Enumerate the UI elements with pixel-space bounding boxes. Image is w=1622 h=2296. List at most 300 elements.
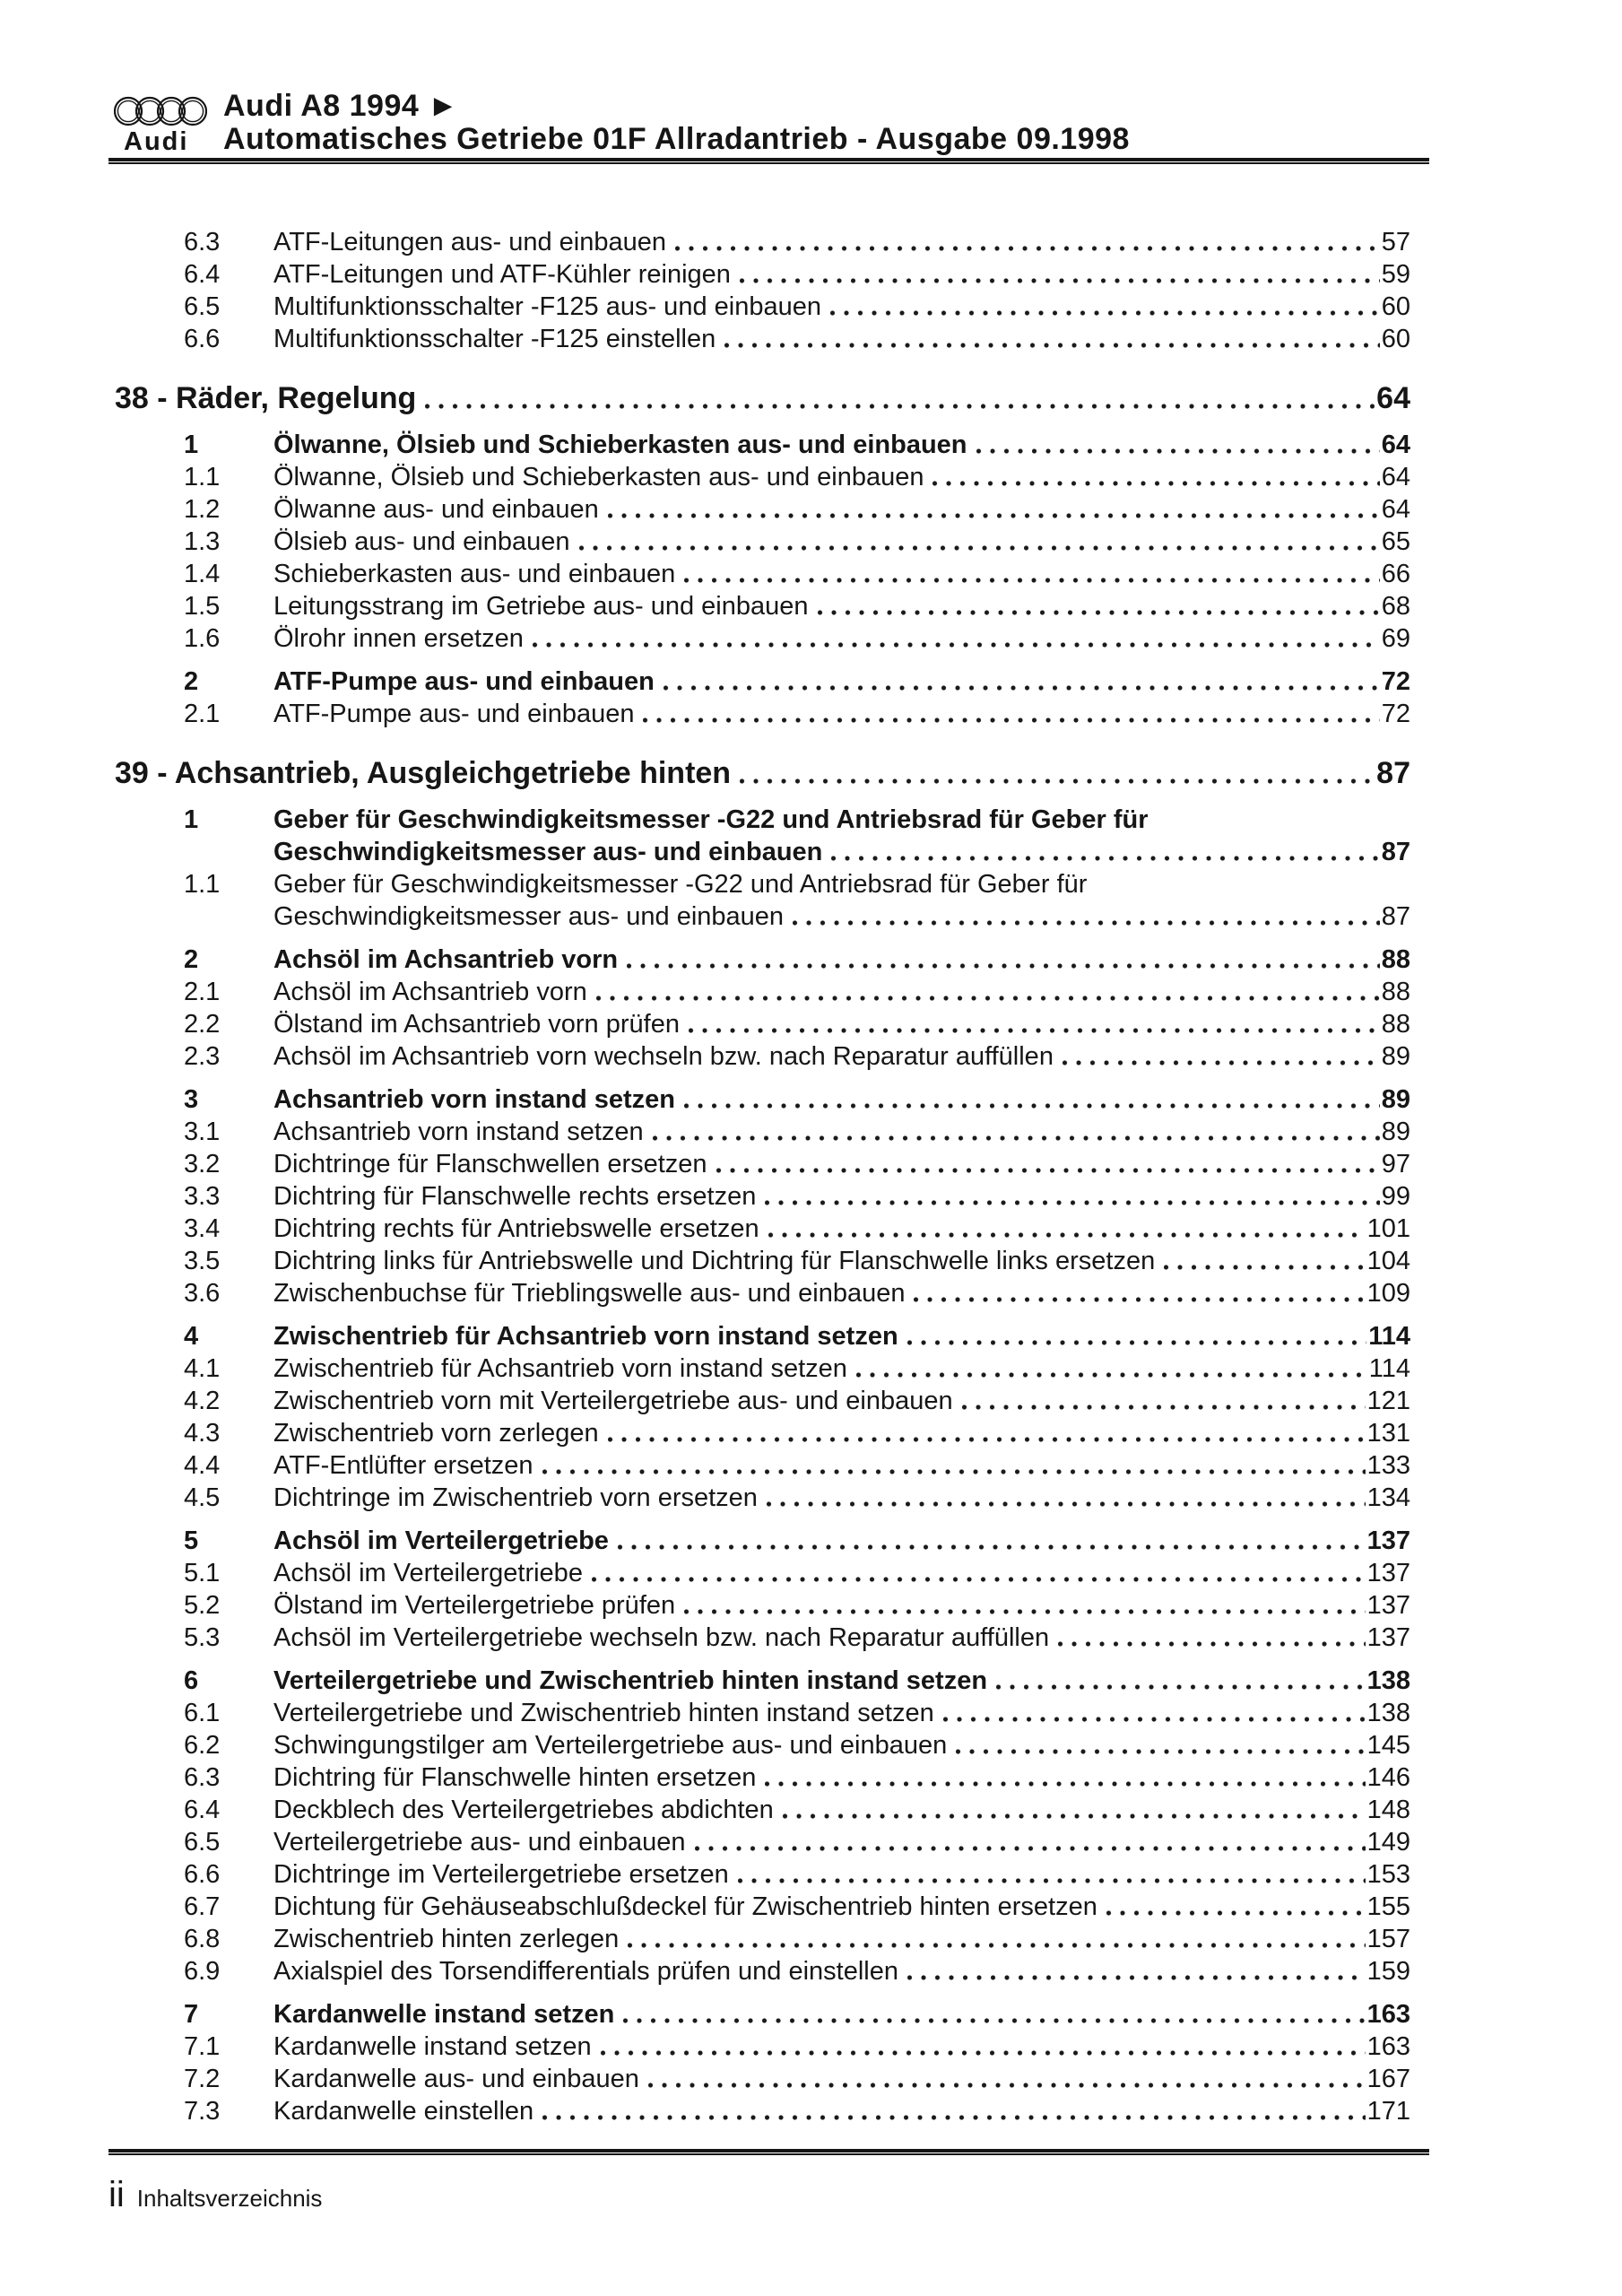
toc-entry-title: Geschwindigkeitsmesser aus- und einbauen: [273, 902, 785, 931]
toc-entry-number: 7.3: [184, 2097, 221, 2126]
toc-entry-number: 7: [184, 2000, 199, 2029]
toc-entry-lastline: [273, 1417, 1410, 1449]
toc-entry-title: Verteilergetriebe und Zwischentrieb hinten instand setzen: [273, 1699, 934, 1727]
toc-entry-page: 159: [1366, 1957, 1410, 1986]
toc-entry-title: Ölwanne aus- und einbauen: [273, 495, 599, 524]
toc-entry-title: Geschwindigkeitsmesser aus- und einbauen: [273, 838, 823, 866]
toc-entry-content: [273, 1008, 1410, 1040]
toc-entry-title: Ölrohr innen ersetzen: [273, 624, 524, 653]
toc-entry-lastline: [273, 1148, 1410, 1180]
toc-entry-content: [273, 323, 1410, 355]
toc-entry: [108, 665, 1410, 698]
toc-entry: [108, 429, 1410, 461]
dot-leader: [684, 1101, 1380, 1110]
dot-leader: [956, 1747, 1365, 1756]
dot-leader: [738, 1876, 1366, 1885]
dot-leader: [627, 961, 1380, 970]
toc-entry-title: Ölwanne, Ölsieb und Schieberkasten aus- und einbauen: [273, 463, 924, 491]
toc-entry-page: 59: [1381, 260, 1410, 289]
dot-leader: [740, 276, 1380, 285]
dot-leader: [765, 1198, 1379, 1207]
dot-leader: [643, 716, 1379, 725]
toc-entry-page: 88: [1381, 945, 1410, 974]
toc-entry-title: Dichtringe im Verteilergetriebe ersetzen: [273, 1860, 729, 1889]
toc-entry-title: ATF-Entlüfter ersetzen: [273, 1451, 533, 1480]
toc-entry: [108, 1116, 1410, 1148]
toc-entry-number: 7.2: [184, 2065, 221, 2093]
footer-rule: [108, 2149, 1429, 2155]
toc-entry-title: Ölsieb aus- und einbauen: [273, 527, 570, 556]
toc-entry-page: 72: [1381, 700, 1410, 728]
toc-entry-number: 2.3: [184, 1042, 221, 1071]
toc-entry-page: 60: [1381, 325, 1410, 353]
toc-entry: [108, 493, 1410, 526]
dot-leader: [425, 402, 1375, 411]
toc-entry-lastline: [273, 1761, 1410, 1794]
toc-entry-page: 60: [1381, 292, 1410, 321]
toc-entry-content: [273, 291, 1410, 323]
toc-entry-lastline: [273, 1998, 1410, 2031]
toc-entry-lastline: [273, 1589, 1410, 1622]
toc-entry-lastline: [273, 1729, 1410, 1761]
toc-entry-number: 6.3: [184, 1763, 221, 1792]
toc-entry-number: 6.6: [184, 1860, 221, 1889]
toc-entry-number: 6.4: [184, 1796, 221, 1824]
dot-leader: [1164, 1263, 1365, 1272]
toc-entry-content: [273, 665, 1410, 698]
toc-entry-number: 6.5: [184, 1828, 221, 1857]
toc-entry-content: [273, 429, 1410, 461]
toc-entry: [108, 1955, 1410, 1987]
toc-entry: [108, 1998, 1410, 2031]
toc-entry-page: 137: [1366, 1526, 1410, 1555]
toc-entry-content: [273, 1729, 1410, 1761]
toc-entry-lastline: [273, 1557, 1410, 1589]
toc-entry-number: 6.3: [184, 228, 221, 257]
toc-entry: [108, 1697, 1410, 1729]
toc-entry-page: 64: [1381, 495, 1410, 524]
dot-leader: [618, 1543, 1366, 1552]
toc-entry-title: Kardanwelle instand setzen: [273, 2032, 592, 2061]
toc-entry-content: [273, 1858, 1410, 1891]
dot-leader: [695, 1844, 1366, 1853]
toc-entry-page: 88: [1381, 978, 1410, 1006]
toc-entry-lastline: [273, 900, 1410, 933]
toc-entry-content: [273, 1955, 1410, 1987]
footer-label: Inhaltsverzeichnis: [136, 2185, 323, 2212]
toc-entry-content: [273, 622, 1410, 655]
toc-entry-content: [273, 1320, 1410, 1352]
toc-entry-title-line1: Geber für Geschwindigkeitsmesser -G22 und Antriebsrad für Geber für: [273, 805, 1149, 834]
toc-entry-content: [273, 1761, 1410, 1794]
toc-entry-content: [273, 1826, 1410, 1858]
toc-entry-title: Achsöl im Verteilergetriebe wechseln bzw. nach Reparatur auffüllen: [273, 1623, 1050, 1652]
toc-entry-page: 64: [1381, 463, 1410, 491]
toc-entry-lastline: [273, 429, 1410, 461]
toc-entry-lastline: [273, 258, 1410, 291]
toc-entry: [108, 1525, 1410, 1557]
dot-leader: [976, 447, 1380, 456]
toc-entry-title: Deckblech des Verteilergetriebes abdichten: [273, 1796, 774, 1824]
toc-entry-lastline: [273, 1891, 1410, 1923]
dot-leader: [716, 1166, 1380, 1175]
dot-leader: [831, 854, 1379, 863]
toc-entry-number: 4.2: [184, 1387, 221, 1415]
dot-leader: [684, 1607, 1365, 1616]
toc-entry: [108, 976, 1410, 1008]
toc-entry-number: 4.3: [184, 1419, 221, 1448]
toc-entry-content: [273, 1277, 1410, 1309]
toc-entry-title: Achsöl im Verteilergetriebe: [273, 1526, 609, 1555]
toc-entry: [108, 1891, 1410, 1923]
toc-entry-content: [273, 258, 1410, 291]
toc-entry-number: 4.5: [184, 1483, 221, 1512]
toc-entry-lastline: [273, 590, 1410, 622]
toc-entry-number: 3.4: [184, 1214, 221, 1243]
toc-entry-page: 72: [1381, 667, 1410, 696]
dot-leader: [623, 2016, 1365, 2025]
toc-entry-page: 137: [1366, 1591, 1410, 1620]
toc-entry-title: Zwischentrieb vorn zerlegen: [273, 1419, 599, 1448]
toc-entry-lastline: [273, 323, 1410, 355]
toc-entry: [108, 1794, 1410, 1826]
toc-entry-page: 89: [1381, 1118, 1410, 1146]
toc-entry-page: 138: [1366, 1666, 1410, 1695]
toc-entry: [108, 2063, 1410, 2095]
toc-entry-title: Zwischentrieb vorn mit Verteilergetriebe aus- und einbauen: [273, 1387, 953, 1415]
dot-leader: [767, 1500, 1366, 1509]
toc-entry-content: [273, 1622, 1410, 1654]
toc-entry: [108, 1622, 1410, 1654]
toc-entry-title: ATF-Leitungen und ATF-Kühler reinigen: [273, 260, 731, 289]
toc-entry-title: Schieberkasten aus- und einbauen: [273, 560, 676, 588]
toc-entry: [108, 944, 1410, 976]
toc-entry-page: 138: [1366, 1699, 1410, 1727]
toc-entry: [108, 1417, 1410, 1449]
toc-section-title: 39 - Achsantrieb, Ausgleichgetriebe hinten: [115, 756, 732, 790]
toc-entry-number: 3: [184, 1085, 199, 1114]
toc-entry-number: 6: [184, 1666, 199, 1695]
toc-entry-title: Kardanwelle instand setzen: [273, 2000, 615, 2029]
toc-entry: [108, 558, 1410, 590]
toc-entry-lastline: [273, 1385, 1410, 1417]
dot-leader: [628, 1941, 1365, 1950]
toc-entry-lastline: [273, 558, 1410, 590]
dot-leader: [830, 309, 1380, 317]
toc-entry: [108, 1385, 1410, 1417]
toc-entry: [108, 1213, 1410, 1245]
toc-entry: [108, 1449, 1410, 1482]
toc-entry-title: ATF-Leitungen aus- und einbauen: [273, 228, 666, 257]
audi-wordmark: Audi: [124, 127, 189, 156]
toc-entry: [108, 590, 1410, 622]
toc-entry-content: [273, 1697, 1410, 1729]
toc-entry-content: [273, 1213, 1410, 1245]
toc-entry-lastline: [273, 1116, 1410, 1148]
dot-leader: [533, 640, 1380, 649]
toc-entry-content: [273, 226, 1410, 258]
toc-entry-number: 3.2: [184, 1150, 221, 1178]
toc-entry-page: 66: [1381, 560, 1410, 588]
toc-entry-lastline: [273, 1525, 1410, 1557]
toc-entry: [108, 1665, 1410, 1697]
toc-entry-number: 2: [184, 667, 199, 696]
toc-entry-number: 1.2: [184, 495, 221, 524]
toc-entry-content: [273, 2031, 1410, 2063]
toc-entry-title: Ölstand im Achsantrieb vorn prüfen: [273, 1010, 680, 1039]
toc-entry-lastline: [273, 976, 1410, 1008]
toc-entry: [108, 1761, 1410, 1794]
toc-entry: [108, 323, 1410, 355]
toc-entry-page: 146: [1366, 1763, 1410, 1792]
dot-leader: [907, 1973, 1366, 1982]
toc-entry: [108, 1482, 1410, 1514]
toc-section-heading: [108, 378, 1410, 418]
toc-entry-page: 104: [1366, 1247, 1410, 1275]
toc-entry-number: 3.5: [184, 1247, 221, 1275]
toc-entry-title: Achsantrieb vorn instand setzen: [273, 1085, 675, 1114]
toc-entry-content: [273, 1998, 1410, 2031]
toc-entry-page: 114: [1368, 1354, 1410, 1383]
toc-entry: [108, 461, 1410, 493]
toc-entry-lastline: [273, 836, 1410, 868]
toc-entry-lastline: [273, 1352, 1410, 1385]
toc-entry: [108, 698, 1410, 730]
toc-entry-number: 2.1: [184, 700, 221, 728]
toc-entry-page: 89: [1381, 1042, 1410, 1071]
toc-entry-lastline: [273, 1482, 1410, 1514]
toc-entry-page: 148: [1366, 1796, 1410, 1824]
toc-entry-title: Dichtring rechts für Antriebswelle ersetzen: [273, 1214, 759, 1243]
toc-entry-lastline: [273, 1665, 1410, 1697]
dot-leader: [932, 479, 1379, 488]
toc-entry-page: 68: [1381, 592, 1410, 621]
toc-entry-content: [273, 1891, 1410, 1923]
toc-entry-page: 153: [1366, 1860, 1410, 1889]
toc-entry-title: Leitungsstrang im Getriebe aus- und einbauen: [273, 592, 809, 621]
toc-entry-number: 1: [184, 805, 199, 834]
dot-leader: [783, 1812, 1366, 1821]
toc-entry-content: [273, 1665, 1410, 1697]
toc-entry-title: Verteilergetriebe und Zwischentrieb hinten instand setzen: [273, 1666, 988, 1695]
toc-entry-content: [273, 804, 1410, 868]
toc-entry-page: 157: [1366, 1925, 1410, 1953]
toc-entry-number: 2: [184, 945, 199, 974]
toc-entry: [108, 868, 1410, 933]
toc-entry-content: [273, 1385, 1410, 1417]
toc-entry: [108, 1148, 1410, 1180]
toc-entry-content: [273, 1557, 1410, 1589]
toc-entry-page: 163: [1366, 2032, 1410, 2061]
toc-entry-page: 155: [1366, 1892, 1410, 1921]
toc-entry-title: ATF-Pumpe aus- und einbauen: [273, 667, 655, 696]
toc-entry-title-line1: Geber für Geschwindigkeitsmesser -G22 und Antriebsrad für Geber für: [273, 870, 1088, 899]
toc-entry-content: [273, 2095, 1410, 2127]
toc-entry: [108, 1557, 1410, 1589]
toc-entry-lastline: [273, 226, 1410, 258]
toc-entry-number: 3.1: [184, 1118, 221, 1146]
dot-leader: [740, 777, 1375, 786]
toc-entry-content: [273, 1482, 1410, 1514]
toc-entry-lastline: [273, 1320, 1410, 1352]
toc-entry-title: Kardanwelle aus- und einbauen: [273, 2065, 639, 2093]
dot-leader: [962, 1403, 1366, 1412]
toc-entry: [108, 226, 1410, 258]
toc-entry-page: 97: [1381, 1150, 1410, 1178]
dot-leader: [542, 2113, 1365, 2122]
header-title-line: Automatisches Getriebe 01F Allradantrieb - Ausgabe 09.1998: [223, 122, 1130, 156]
toc-entry-title: Achsöl im Verteilergetriebe: [273, 1559, 583, 1587]
dot-leader: [914, 1295, 1365, 1304]
dot-leader: [608, 511, 1380, 520]
dot-leader: [648, 2081, 1366, 2090]
toc-entry-lastline: [273, 1277, 1410, 1309]
toc-entry-number: 3.3: [184, 1182, 221, 1211]
dot-leader: [579, 544, 1380, 552]
toc-entry-page: 137: [1366, 1623, 1410, 1652]
toc-entry-number: 4.4: [184, 1451, 221, 1480]
toc-entry-page: 114: [1368, 1322, 1410, 1351]
toc-entry-title: Achsöl im Achsantrieb vorn wechseln bzw. nach Reparatur auffüllen: [273, 1042, 1054, 1071]
toc-entry-number: 1.4: [184, 560, 221, 588]
dot-leader: [1063, 1058, 1380, 1067]
toc-entry-lastline: [273, 1697, 1410, 1729]
toc-entry-number: 2.1: [184, 978, 221, 1006]
toc-entry-content: [273, 1180, 1410, 1213]
toc-entry-lastline: [273, 1213, 1410, 1245]
toc-entry: [108, 1729, 1410, 1761]
toc-entry-page: 121: [1366, 1387, 1410, 1415]
toc-entry-page: 89: [1381, 1085, 1410, 1114]
toc-entry-page: 87: [1381, 902, 1410, 931]
toc-entry-number: 5.2: [184, 1591, 221, 1620]
toc-entry-title: Zwischentrieb hinten zerlegen: [273, 1925, 620, 1953]
dot-leader: [818, 608, 1380, 617]
toc-entry-content: [273, 526, 1410, 558]
toc-entry-lastline: [273, 291, 1410, 323]
toc-entry-content: [273, 2063, 1410, 2095]
toc-entry-content: [273, 1589, 1410, 1622]
toc-entry-content: [273, 1352, 1410, 1385]
dot-leader: [684, 576, 1380, 585]
toc-entry-number: 6.2: [184, 1731, 221, 1760]
toc-entry-number: 6.8: [184, 1925, 221, 1953]
toc-entry-lastline: [273, 1040, 1410, 1073]
toc-entry-lastline: [273, 665, 1410, 698]
toc-entry-title: Multifunktionsschalter -F125 einstellen: [273, 325, 716, 353]
toc-entry: [108, 1180, 1410, 1213]
toc-entry-lastline: [273, 493, 1410, 526]
toc-entry-number: 1.5: [184, 592, 221, 621]
toc-entry-lastline: [273, 2063, 1410, 2095]
dot-leader: [675, 244, 1380, 253]
toc-entry-title: Schwingungstilger am Verteilergetriebe aus- und einbauen: [273, 1731, 948, 1760]
toc-entry: [108, 526, 1410, 558]
toc-entry-title: Dichtung für Gehäuseabschlußdeckel für Zwischentrieb hinten ersetzen: [273, 1892, 1097, 1921]
toc-entry-number: 4.1: [184, 1354, 221, 1383]
toc-entry-number: 1: [184, 430, 199, 459]
toc-entry: [108, 1008, 1410, 1040]
toc-entry: [108, 291, 1410, 323]
toc-entry-page: 101: [1366, 1214, 1410, 1243]
toc-entry-page: 134: [1366, 1483, 1410, 1512]
toc-entry-content: [273, 1923, 1410, 1955]
dot-leader: [943, 1715, 1366, 1724]
toc-entry: [108, 1040, 1410, 1073]
toc-entry-page: 99: [1381, 1182, 1410, 1211]
toc-entry-page: 64: [1381, 430, 1410, 459]
toc-entry-title: Dichtringe für Flanschwellen ersetzen: [273, 1150, 707, 1178]
toc-entry-lastline: [273, 1083, 1410, 1116]
toc-entry-content: [273, 1040, 1410, 1073]
toc-entry-number: 6.5: [184, 292, 221, 321]
dot-leader: [689, 1026, 1380, 1035]
toc-entry-number: 4: [184, 1322, 199, 1351]
toc-entry: [108, 1320, 1410, 1352]
dot-leader: [542, 1467, 1366, 1476]
dot-leader: [907, 1338, 1367, 1347]
toc-entry: [108, 1277, 1410, 1309]
dot-leader: [765, 1779, 1365, 1788]
dot-leader: [653, 1134, 1380, 1143]
toc-entry: [108, 1923, 1410, 1955]
toc-entry-title: Dichtring für Flanschwelle rechts ersetzen: [273, 1182, 757, 1211]
toc-entry-number: 6.6: [184, 325, 221, 353]
dot-leader: [768, 1231, 1366, 1239]
toc-entry-number: 5: [184, 1526, 199, 1555]
toc-entry-content: [273, 461, 1410, 493]
toc-entry-number: 5.1: [184, 1559, 221, 1587]
toc-entry-page: 149: [1366, 1828, 1410, 1857]
toc-entry-content: [273, 944, 1410, 976]
toc-entry-page: 69: [1381, 624, 1410, 653]
toc-entry-page: 171: [1366, 2097, 1410, 2126]
dot-leader: [664, 683, 1380, 692]
toc-entry-number: 3.6: [184, 1279, 221, 1308]
toc-entry: [108, 2031, 1410, 2063]
toc-entry-lastline: [273, 1622, 1410, 1654]
toc-entry-content: [273, 1794, 1410, 1826]
toc-entry-lastline: [273, 944, 1410, 976]
dot-leader: [996, 1683, 1366, 1692]
toc-entry: [108, 622, 1410, 655]
toc-entry-lastline: [273, 1245, 1410, 1277]
toc-entry-title: Zwischentrieb für Achsantrieb vorn instand setzen: [273, 1354, 847, 1383]
toc-entry-content: [273, 558, 1410, 590]
toc-entry-title: Dichtring für Flanschwelle hinten ersetzen: [273, 1763, 757, 1792]
toc-entry-lastline: [273, 1923, 1410, 1955]
toc-entry: [108, 1858, 1410, 1891]
toc-section-heading: [108, 753, 1410, 793]
dot-leader: [592, 1575, 1366, 1584]
dot-leader: [724, 341, 1379, 350]
toc-entry-title: Verteilergetriebe aus- und einbauen: [273, 1828, 686, 1857]
toc-entry-title: Achsöl im Achsantrieb vorn: [273, 945, 619, 974]
toc-list: [108, 226, 1410, 2127]
toc-entry-content: [273, 1116, 1410, 1148]
toc-entry-content: [273, 868, 1410, 933]
toc-entry-content: [273, 698, 1410, 730]
toc-entry: [108, 1245, 1410, 1277]
toc-entry-content: [273, 493, 1410, 526]
toc-entry-page: 163: [1366, 2000, 1410, 2029]
toc-entry: [108, 258, 1410, 291]
footer-page-number: ii: [108, 2175, 125, 2214]
toc-entry-page: 109: [1366, 1279, 1410, 1308]
toc-entry: [108, 2095, 1410, 2127]
toc-entry-title: Axialspiel des Torsendifferentials prüfen und einstellen: [273, 1957, 898, 1986]
toc-entry-title: Multifunktionsschalter -F125 aus- und einbauen: [273, 292, 821, 321]
